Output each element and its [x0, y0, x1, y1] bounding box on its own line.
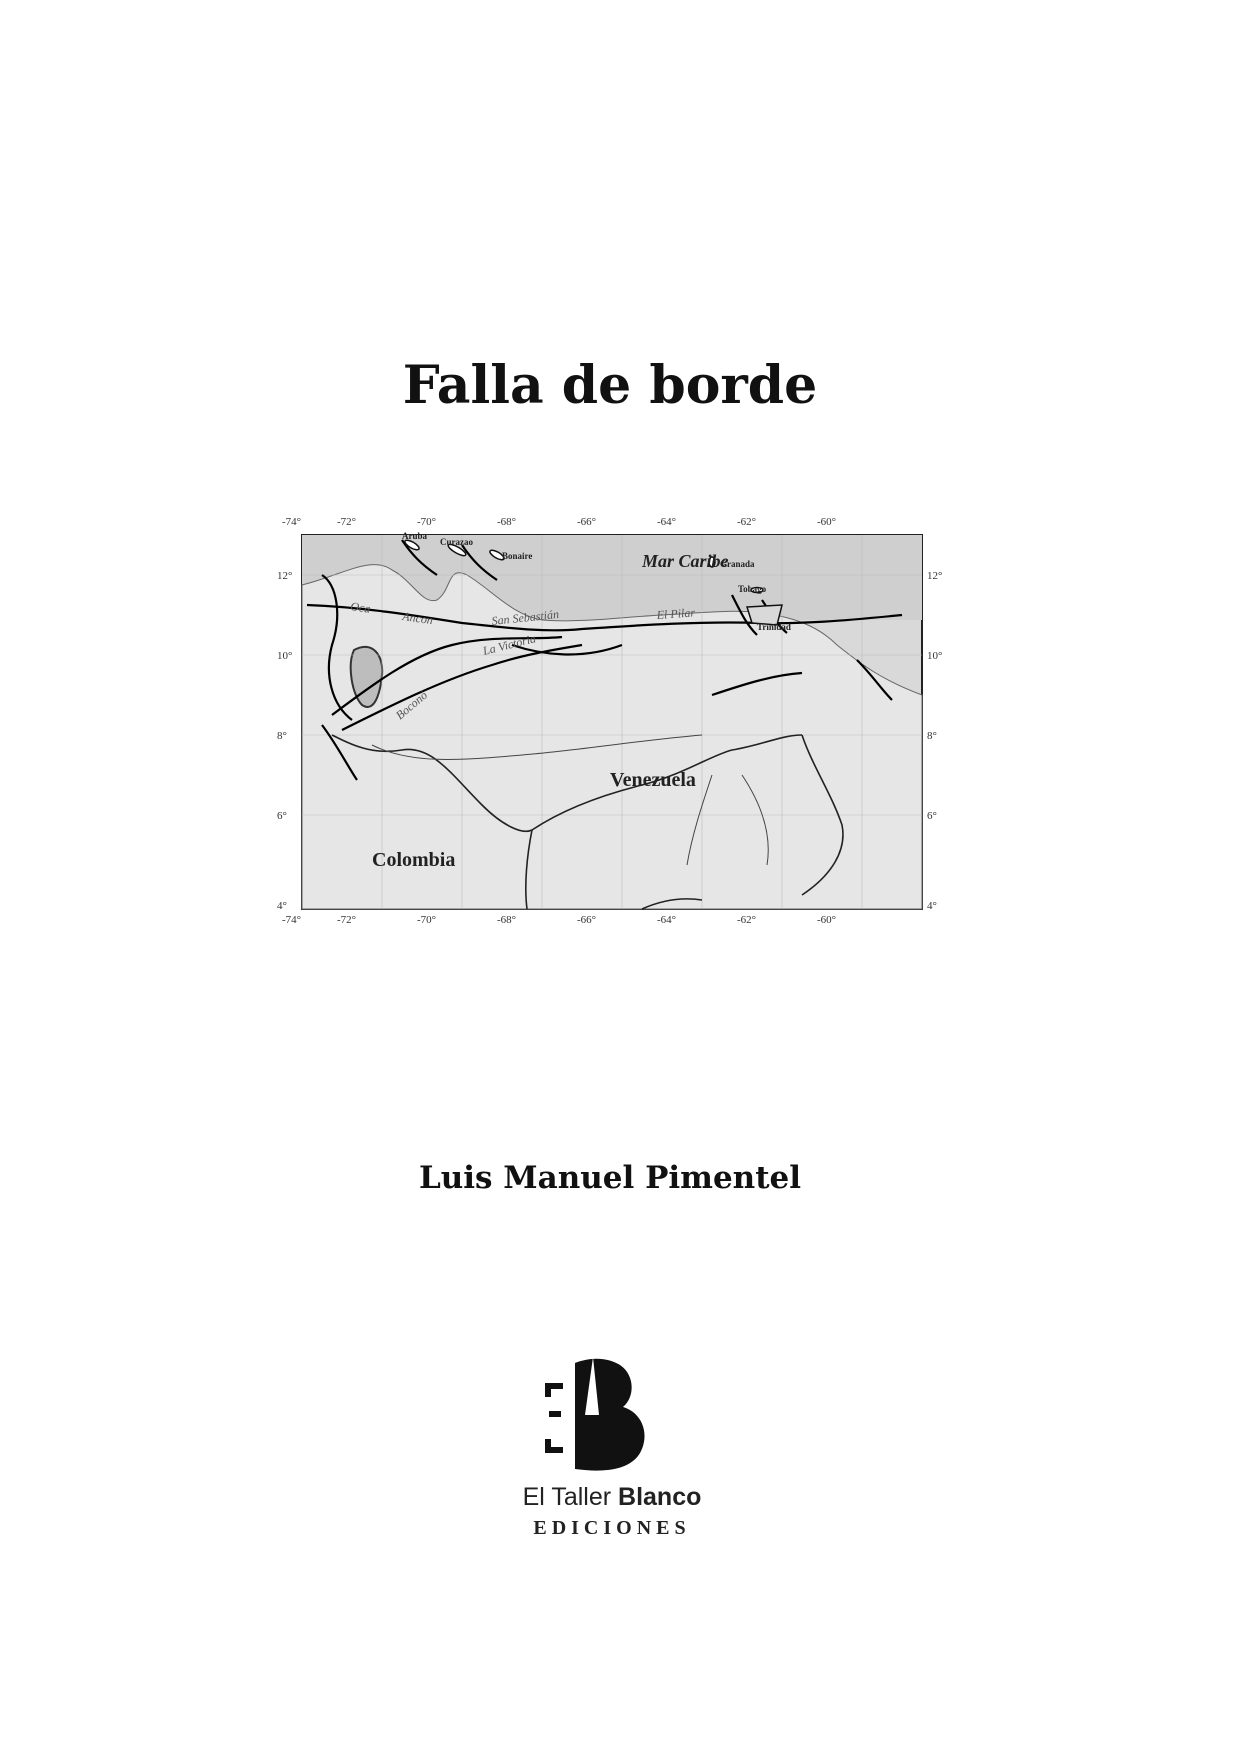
lat-tick: 4°	[277, 900, 287, 912]
label-granada: Granada	[720, 559, 755, 569]
label-fault-oca: Oca	[349, 599, 372, 616]
publisher-name	[497, 1483, 727, 1512]
label-trinidad: Trinidad	[757, 622, 791, 632]
label-curazao: Curazao	[440, 537, 473, 547]
lon-tick: -74°	[282, 516, 302, 528]
publisher-logo-mark	[535, 1355, 675, 1475]
lon-tick: -74°	[282, 914, 302, 925]
lat-tick: 8°	[277, 730, 287, 742]
author-name: Luis Manuel Pimentel	[418, 1160, 802, 1196]
lon-tick: -68°	[497, 914, 517, 925]
label-aruba: Aruba	[402, 531, 428, 541]
publisher-logo	[497, 1355, 727, 1555]
label-fault-san-sebastian: San Sebastián	[490, 606, 560, 628]
lon-ticks-top	[282, 516, 836, 528]
lon-tick: -72°	[337, 516, 357, 528]
lat-tick: 10°	[277, 650, 293, 662]
lon-tick: -70°	[417, 516, 437, 528]
book-title: Falla de borde	[402, 355, 818, 416]
lon-tick: -62°	[737, 914, 757, 925]
lon-tick: -64°	[657, 914, 677, 925]
label-venezuela: Venezuela	[610, 769, 696, 791]
lon-ticks-bottom	[282, 914, 836, 925]
lon-tick: -64°	[657, 516, 677, 528]
lat-ticks-right	[927, 570, 942, 912]
label-mar-caribe: Mar Caribe	[642, 551, 729, 571]
lat-tick: 6°	[927, 810, 937, 822]
lat-tick: 6°	[277, 810, 287, 822]
publisher-name-bold: Blanco	[618, 1483, 702, 1511]
lon-tick: -68°	[497, 516, 517, 528]
lat-tick: 8°	[927, 730, 937, 742]
publisher-name-regular: El Taller	[522, 1483, 619, 1511]
lat-ticks-left	[277, 570, 292, 912]
lon-tick: -66°	[577, 914, 597, 925]
label-fault-la-victoria: La Victoria	[481, 631, 538, 658]
lon-tick: -60°	[817, 914, 837, 925]
label-bonaire: Bonaire	[502, 551, 533, 561]
venezuela-fault-map-image	[262, 505, 962, 925]
label-fault-ancon: Ancon	[401, 609, 434, 628]
fault-map	[262, 505, 962, 925]
lon-tick: -62°	[737, 516, 757, 528]
lon-tick: -70°	[417, 914, 437, 925]
label-fault-bocono: Boconó	[392, 688, 431, 723]
lon-tick: -66°	[577, 516, 597, 528]
lat-tick: 12°	[277, 570, 293, 582]
label-fault-el-pilar: El Pilar	[656, 605, 696, 622]
lon-tick: -60°	[817, 516, 837, 528]
label-tobago: Tobago	[738, 584, 767, 594]
label-colombia: Colombia	[372, 849, 456, 871]
lat-tick: 12°	[927, 570, 943, 582]
publisher-subtitle: EDICIONES	[533, 1517, 691, 1539]
lat-tick: 4°	[927, 900, 937, 912]
lat-tick: 10°	[927, 650, 943, 662]
lon-tick: -72°	[337, 914, 357, 925]
